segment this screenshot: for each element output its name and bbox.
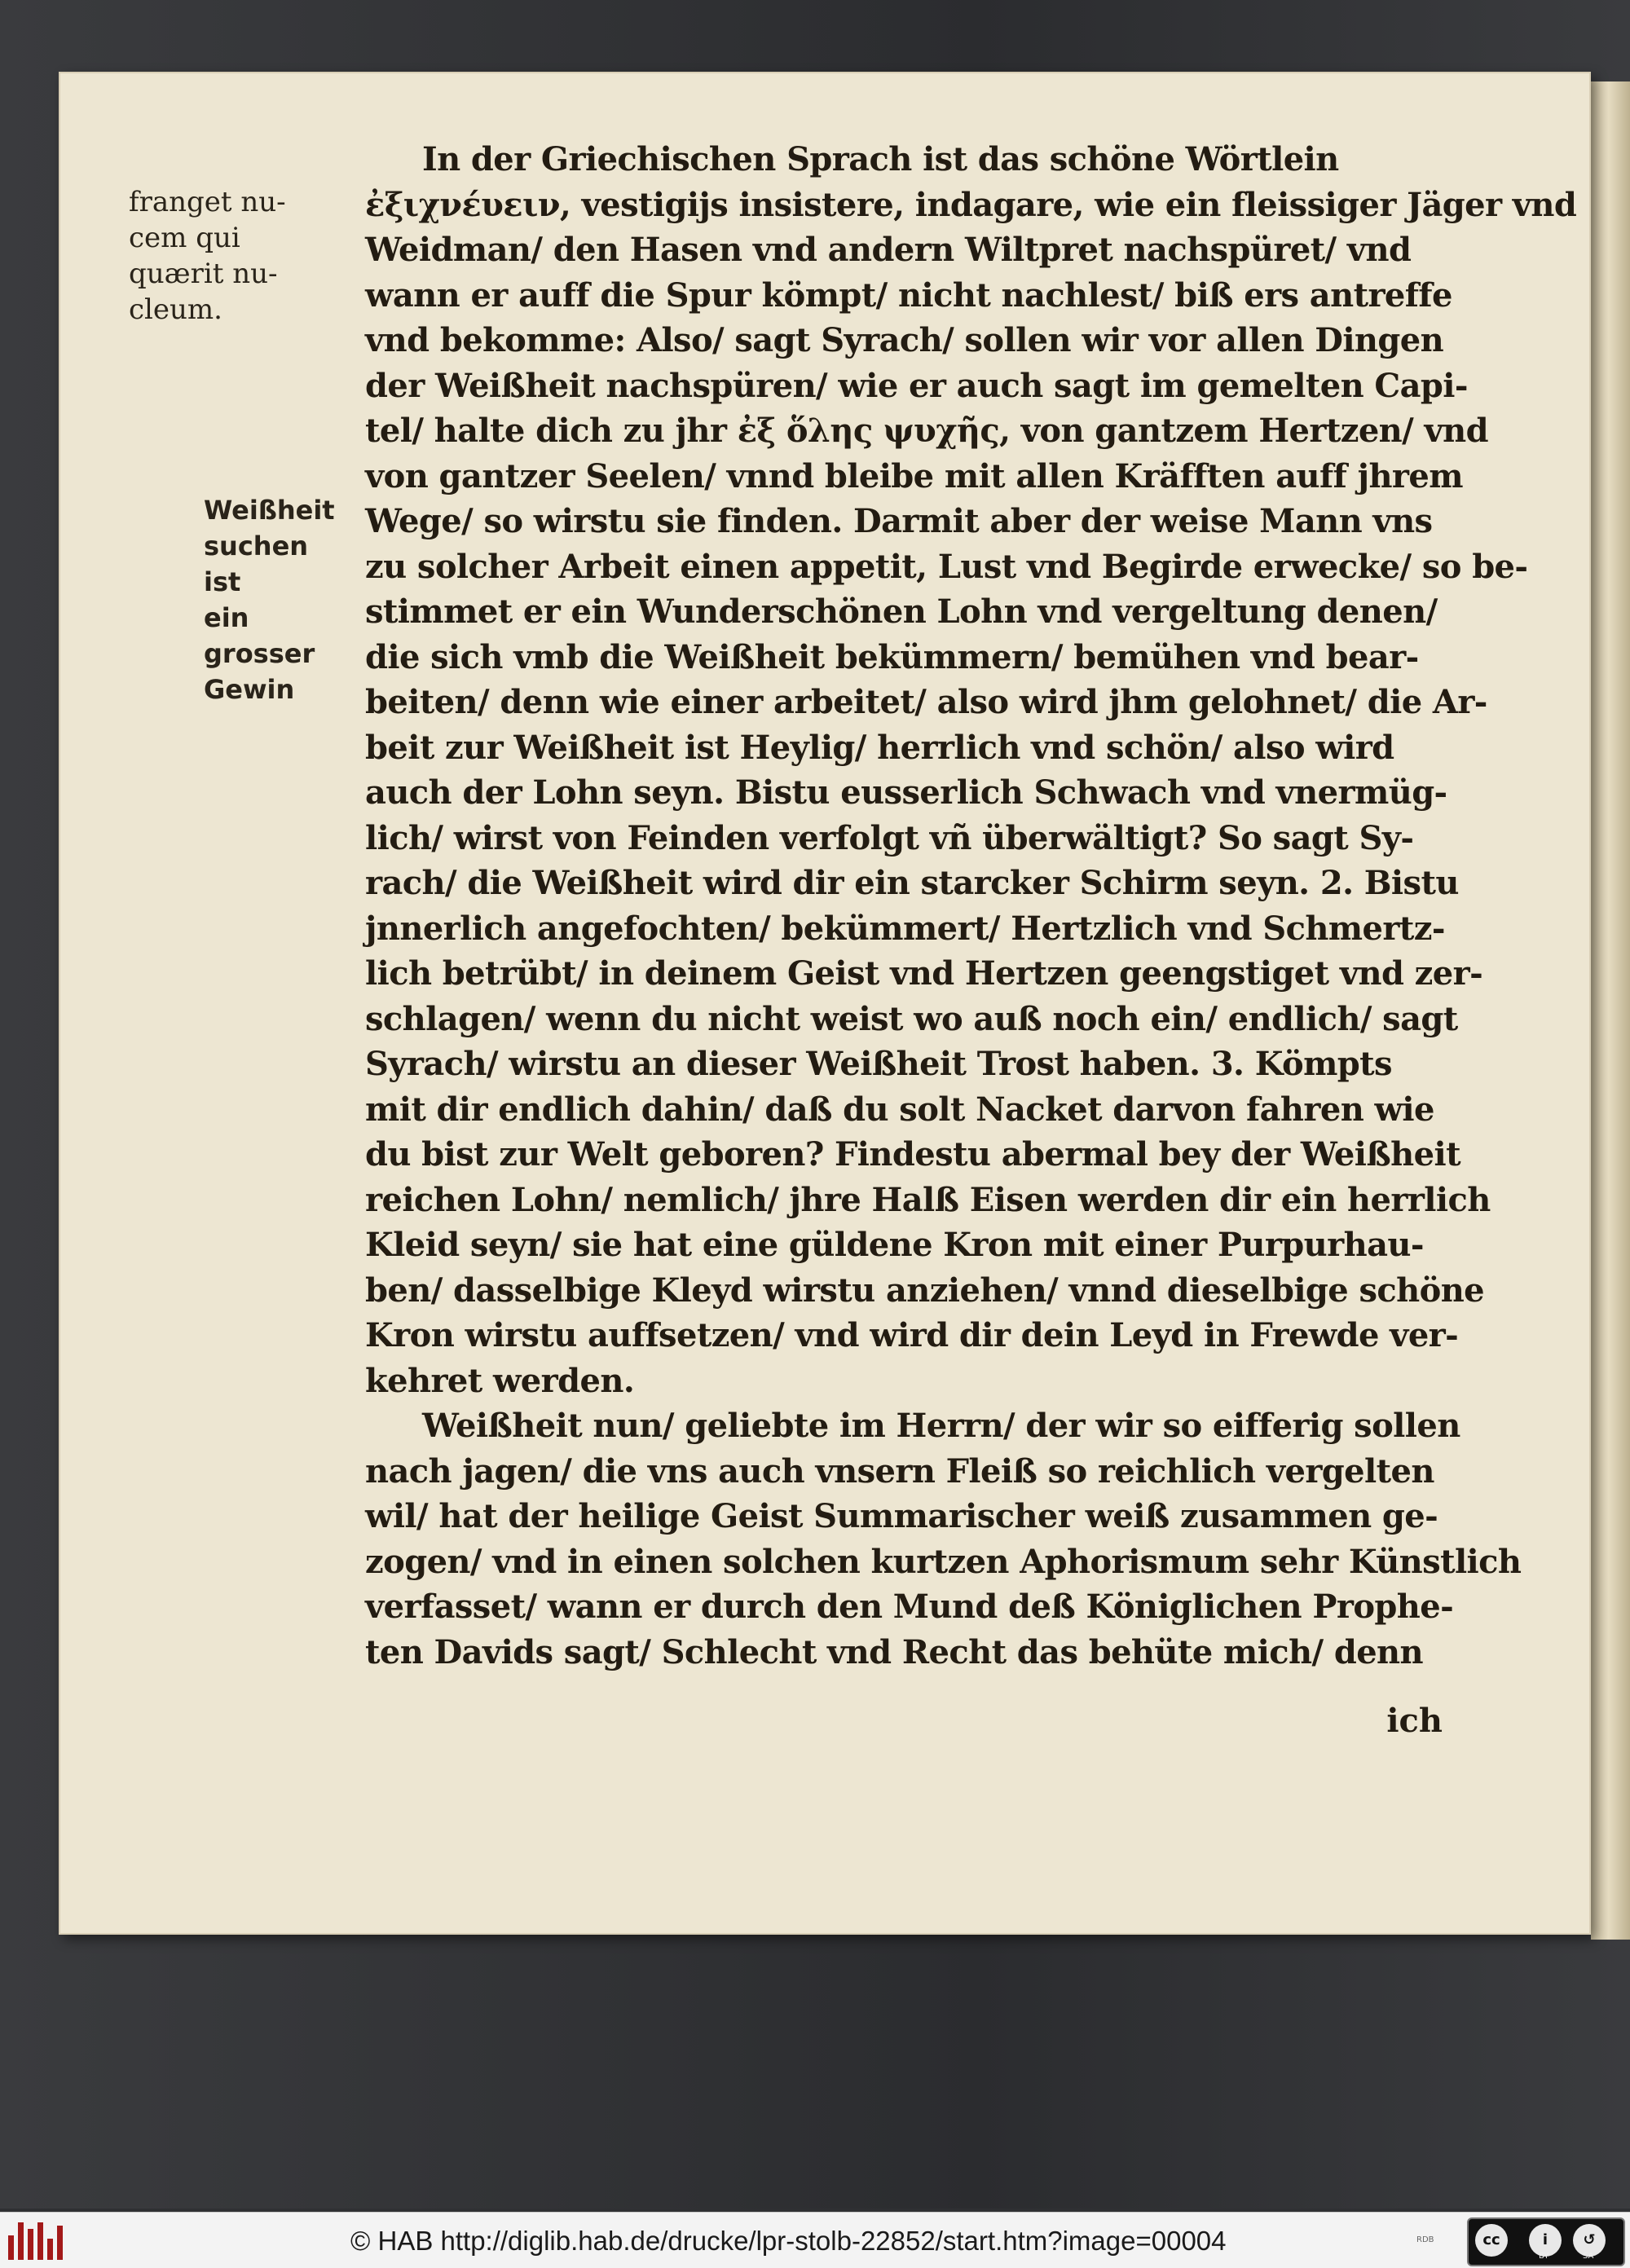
text-line: stimmet er ein Wunderschönen Lohn vnd vergeltung denen/ <box>365 592 1438 631</box>
margin-note-line: suchen ist <box>204 531 309 597</box>
text-line: der Weißheit nachspüren/ wie er auch sagt im gemelten Capi- <box>365 366 1468 405</box>
text-line: beit zur Weißheit ist Heylig/ herrlich vnd schön/ also wird <box>365 728 1394 767</box>
text-line: auch der Lohn seyn. Bistu eusserlich Schwach vnd vnermüg- <box>365 773 1447 812</box>
text-line: reichen Lohn/ nemlich/ jhre Halß Eisen werden dir ein herrlich <box>365 1180 1491 1219</box>
text-line: vnd bekomme: Also/ sagt Syrach/ sollen wir vor allen Dingen <box>365 321 1444 359</box>
text-line: ten Davids sagt/ Schlecht vnd Recht das behüte mich/ denn <box>365 1632 1424 1671</box>
text-line: rach/ die Weißheit wird dir ein starcker Schirm seyn. 2. Bistu <box>365 864 1459 902</box>
by-icon: i <box>1529 2224 1562 2257</box>
text-line: lich betrübt/ in deinem Geist vnd Hertzen geengstiget vnd zer- <box>365 954 1483 993</box>
viewer-footer <box>0 2212 1630 2268</box>
margin-note-line: Gewin <box>204 674 295 705</box>
text-line: beiten/ denn wie einer arbeitet/ also wird jhm gelohnet/ die Ar- <box>365 683 1487 721</box>
page-body-text <box>365 137 1577 1675</box>
text-line: wil/ hat der heilige Geist Summarischer weiß zusammen ge- <box>365 1497 1438 1535</box>
margin-note-line: cem qui <box>129 222 240 254</box>
text-line: tel/ halte dich zu jhr ἐξ ὅλης ψυχῆς, von gantzem Hertzen/ vnd <box>365 412 1488 450</box>
copyright-link[interactable]: © HAB http://diglib.hab.de/drucke/lpr-stolb-22852/start.htm?image=00004 <box>350 2226 1227 2256</box>
by-label: BY <box>1539 2252 1549 2261</box>
text-line: nach jagen/ die vns auch vnsern Fleiß so reichlich vergelten <box>365 1451 1434 1491</box>
scale-mark: RDB <box>1416 2235 1434 2244</box>
text-line: zu solcher Arbeit einen appetit, Lust vnd Begirde erwecke/ so be- <box>365 547 1528 586</box>
text-line: Weißheit nun/ geliebte im Herrn/ der wir so eifferig sollen <box>422 1407 1460 1445</box>
margin-note-line: franget nu- <box>129 186 286 218</box>
text-line: Kron wirstu auffsetzen/ vnd wird dir dein Leyd in Frewde ver- <box>365 1316 1459 1354</box>
text-line: verfasset/ wann er durch den Mund deß Königlichen Prophe- <box>365 1588 1454 1626</box>
text-line: ἐξιχνέυειν, vestigijs insistere, indagare, wie ein fleissiger Jäger vnd <box>365 185 1577 224</box>
text-line: zogen/ vnd in einen solchen kurtzen Aphorismum sehr Künstlich <box>365 1542 1522 1581</box>
text-line: mit dir endlich dahin/ daß du solt Nacket darvon fahren wie <box>365 1090 1434 1129</box>
text-line: lich/ wirst von Feinden verfolgt vñ überwältigt? So sagt Sy- <box>365 818 1414 857</box>
text-line: du bist zur Welt geboren? Findestu abermal bey der Weißheit <box>365 1135 1460 1174</box>
margin-note-line: Weißheit <box>204 495 335 526</box>
sa-icon: ↺ <box>1573 2224 1606 2257</box>
margin-note-german <box>204 492 342 707</box>
margin-note-latin <box>129 184 333 328</box>
text-line: Weidman/ den Hasen vnd andern Wiltpret nachspüret/ vnd <box>365 231 1412 269</box>
margin-note-line: quærit nu- <box>129 258 278 290</box>
cc-icon: cc <box>1475 2224 1508 2257</box>
next-page-edge <box>1591 81 1630 1940</box>
cc-license-badge[interactable] <box>1467 2217 1625 2266</box>
text-line: wann er auff die Spur kömpt/ nicht nachlest/ biß ers antreffe <box>365 275 1452 315</box>
margin-note-line: ein grosser <box>204 602 315 669</box>
text-line: schlagen/ wenn du nicht weist wo auß noch ein/ endlich/ sagt <box>365 999 1458 1038</box>
catchword: ich <box>1386 1702 1443 1740</box>
text-line: kehret werden. <box>365 1361 635 1400</box>
text-line: Kleid seyn/ sie hat eine güldene Kron mit einer Purpurhau- <box>365 1226 1424 1264</box>
text-line: von gantzer Seelen/ vnnd bleibe mit allen Kräfften auff jhrem <box>365 456 1463 495</box>
hab-logo-icon <box>8 2222 67 2260</box>
text-line: Syrach/ wirstu an dieser Weißheit Trost haben. 3. Kömpts <box>365 1045 1392 1083</box>
text-line: die sich vmb die Weißheit bekümmern/ bemühen vnd bear- <box>365 637 1419 676</box>
margin-note-line: cleum. <box>129 293 222 326</box>
text-line: ben/ dasselbige Kleyd wirstu anziehen/ vnnd dieselbige schöne <box>365 1271 1485 1310</box>
sa-label: SA <box>1583 2252 1594 2261</box>
text-line: Wege/ so wirstu sie finden. Darmit aber der weise Mann vns <box>365 502 1433 540</box>
text-line: jnnerlich angefochten/ bekümmert/ Hertzlich vnd Schmertz- <box>365 909 1445 948</box>
text-line: In der Griechischen Sprach ist das schöne Wörtlein <box>422 140 1339 178</box>
